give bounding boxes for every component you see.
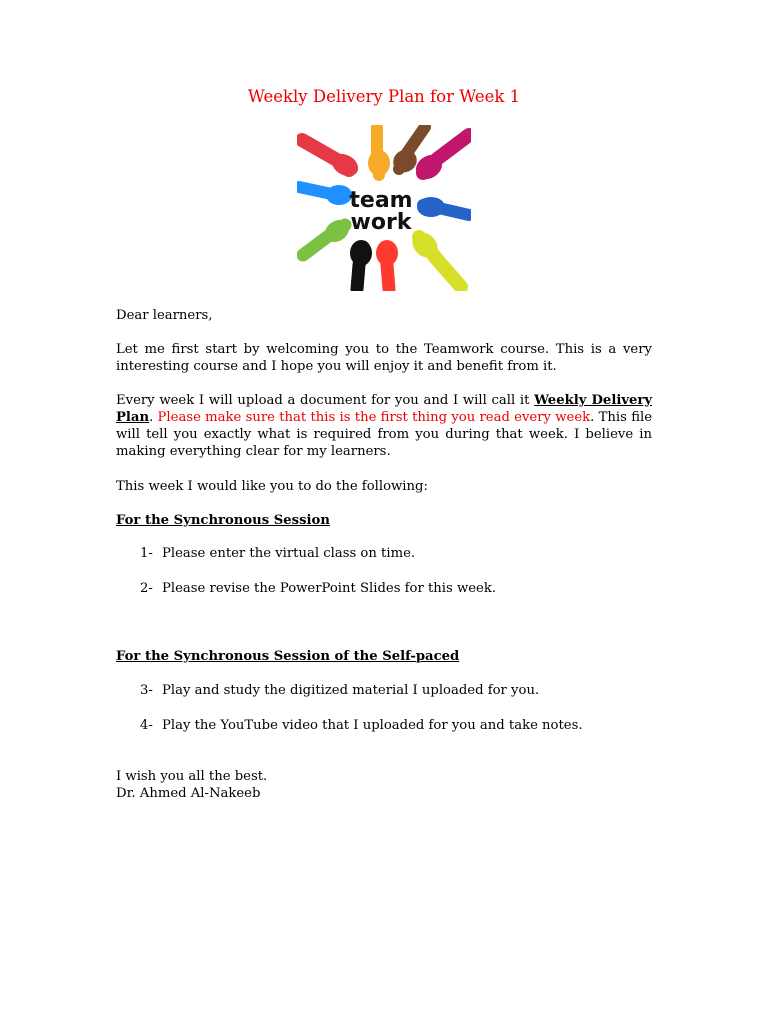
hand-blue [417,197,469,217]
list-item [140,580,496,597]
hand-yellow [407,227,461,287]
list-item-number: 4- [140,718,153,733]
section2-heading: For the Synchronous Session of the Self-paced [116,649,460,664]
plan-text-1: Every week I will upload a document for you and I will call it [116,393,535,408]
logo-word-team: team [349,188,413,213]
list-item [140,717,583,734]
hand-green [303,215,353,255]
document-title: Weekly Delivery Plan for Week 1 [247,87,521,106]
hand-light-blue [299,185,352,205]
plan-highlight: Please make sure that this is the first thing you read every week [157,410,591,425]
section1-heading: For the Synchronous Session [116,513,330,528]
closing: I wish you all the best. [116,769,268,784]
teamwork-logo [297,125,471,291]
signature: Dr. Ahmed Al-Nakeeb [116,786,261,801]
plan-paragraph [116,392,652,460]
lead-in: This week I would like you to do the following: [116,479,428,494]
list-item-number: 2- [140,581,153,596]
list-item-text: Play the YouTube video that I uploaded for you and take notes. [162,718,583,733]
hand-black [350,240,372,289]
weekly-delivery-plan-emphasis: Weekly Delivery Plan [116,393,652,425]
list-item-number: 3- [140,683,153,698]
list-item-text: Please enter the virtual class on time. [162,546,416,561]
hand-red [302,140,362,181]
plan-text-2: . [149,410,158,425]
plan-text-3: . This file will tell you exactly what is required from you during that week. I believe in making everything clear for my learners. [116,410,653,459]
list-item [140,682,539,699]
hand-orange [368,127,390,176]
intro-paragraph: Let me first start by welcoming you to the Teamwork course. This is a very interesting course and I hope you will enjoy it and benefit from it. [116,342,652,374]
list-item-number: 1- [140,546,153,561]
list-item-text: Please revise the PowerPoint Slides for this week. [162,581,497,596]
hand-red-bottom [376,240,398,289]
list-item [140,545,415,562]
greeting: Dear learners, [116,308,213,323]
logo-word-work: work [350,210,412,235]
list-item-text: Play and study the digitized material I uploaded for you. [162,683,540,698]
